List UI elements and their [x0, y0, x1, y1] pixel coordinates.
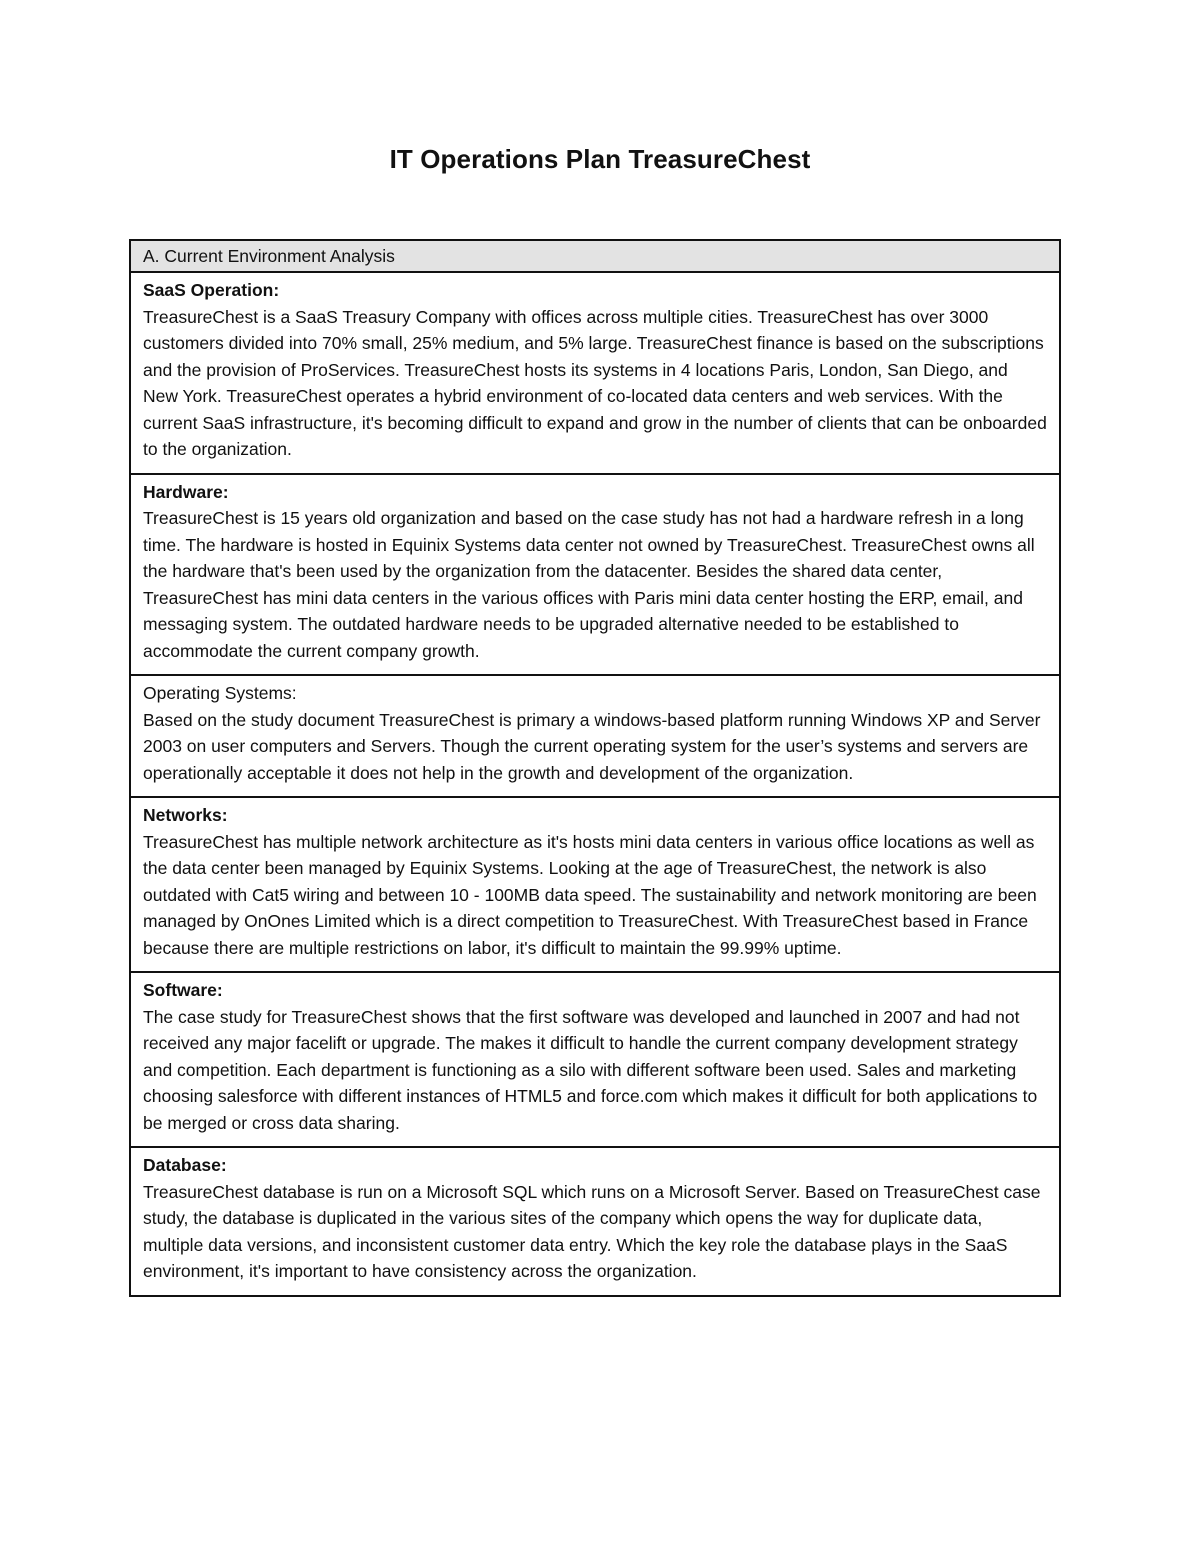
section-body: TreasureChest database is run on a Microsoft SQL which runs on a Microsoft Server. Based on TreasureChest case study, the database is duplicated in the various sites of the company which opens the way for duplicate data, multiple data versions, and inconsistent customer data entry. Which the key role the database plays in the SaaS environment, it's important to have consistency across the organization. [143, 1181, 1041, 1281]
section-heading: Operating Systems: [143, 683, 297, 703]
section-heading: SaaS Operation: [143, 280, 280, 300]
section-body: Based on the study document TreasureChest is primary a windows-based platform running Windows XP and Server 2003 on user computers and Servers. Though the current operating system for the user’s systems and servers are operationally acceptable it does not help in the growth and development of the organization. [143, 709, 1041, 783]
section-body: The case study for TreasureChest shows that the first software was developed and launched in 2007 and had not received any major facelift or upgrade. The makes it difficult to handle the current company development strategy and competition. Each department is functioning as a silo with different software been used. Sales and marketing choosing salesforce with different instances of HTML5 and force.com which makes it difficult for both applications to be merged or cross data sharing. [143, 1006, 1038, 1133]
section-networks [131, 798, 1059, 973]
section-operating-systems [131, 676, 1059, 798]
page-title: IT Operations Plan TreasureChest [389, 144, 811, 174]
section-saas-operation [131, 273, 1059, 475]
section-body: TreasureChest is 15 years old organization and based on the case study has not had a hardware refresh in a long time. The hardware is hosted in Equinix Systems data center not owned by TreasureChest. TreasureChest owns all the hardware that's been used by the organization from the datacenter. Besides the shared data center, TreasureChest has mini data centers in the various offices with Paris mini data center hosting the ERP, email, and messaging system. The outdated hardware needs to be upgraded alternative needed to be established to accommodate the current company growth. [143, 508, 1035, 661]
section-body: TreasureChest has multiple network architecture as it's hosts mini data centers in various office locations as well as the data center been managed by Equinix Systems. Looking at the age of TreasureChest, the network is also outdated with Cat5 wiring and between 10 - 100MB data speed. The sustainability and network monitoring are been managed by OnOnes Limited which is a direct competition to TreasureChest. With TreasureChest based in France because there are multiple restrictions on labor, it's difficult to maintain the 99.99% uptime. [143, 831, 1037, 958]
section-software [131, 973, 1059, 1148]
section-hardware [131, 475, 1059, 677]
section-body: TreasureChest is a SaaS Treasury Company with offices across multiple cities. TreasureChest has over 3000 customers divided into 70% small, 25% medium, and 5% large. TreasureChest finance is based on the subscriptions and the provision of ProServices. TreasureChest hosts its systems in 4 locations Paris, London, San Diego, and New York. TreasureChest operates a hybrid environment of co-located data centers and web services. With the current SaaS infrastructure, it's becoming difficult to expand and grow in the number of clients that can be onboarded to the organization. [143, 306, 1047, 459]
section-database [131, 1148, 1059, 1295]
section-heading: Software: [143, 980, 223, 1000]
section-heading: Networks: [143, 805, 228, 825]
section-heading: Database: [143, 1155, 227, 1175]
environment-analysis-table [129, 239, 1061, 1297]
table-header: A. Current Environment Analysis [131, 241, 1059, 273]
section-heading: Hardware: [143, 481, 229, 502]
